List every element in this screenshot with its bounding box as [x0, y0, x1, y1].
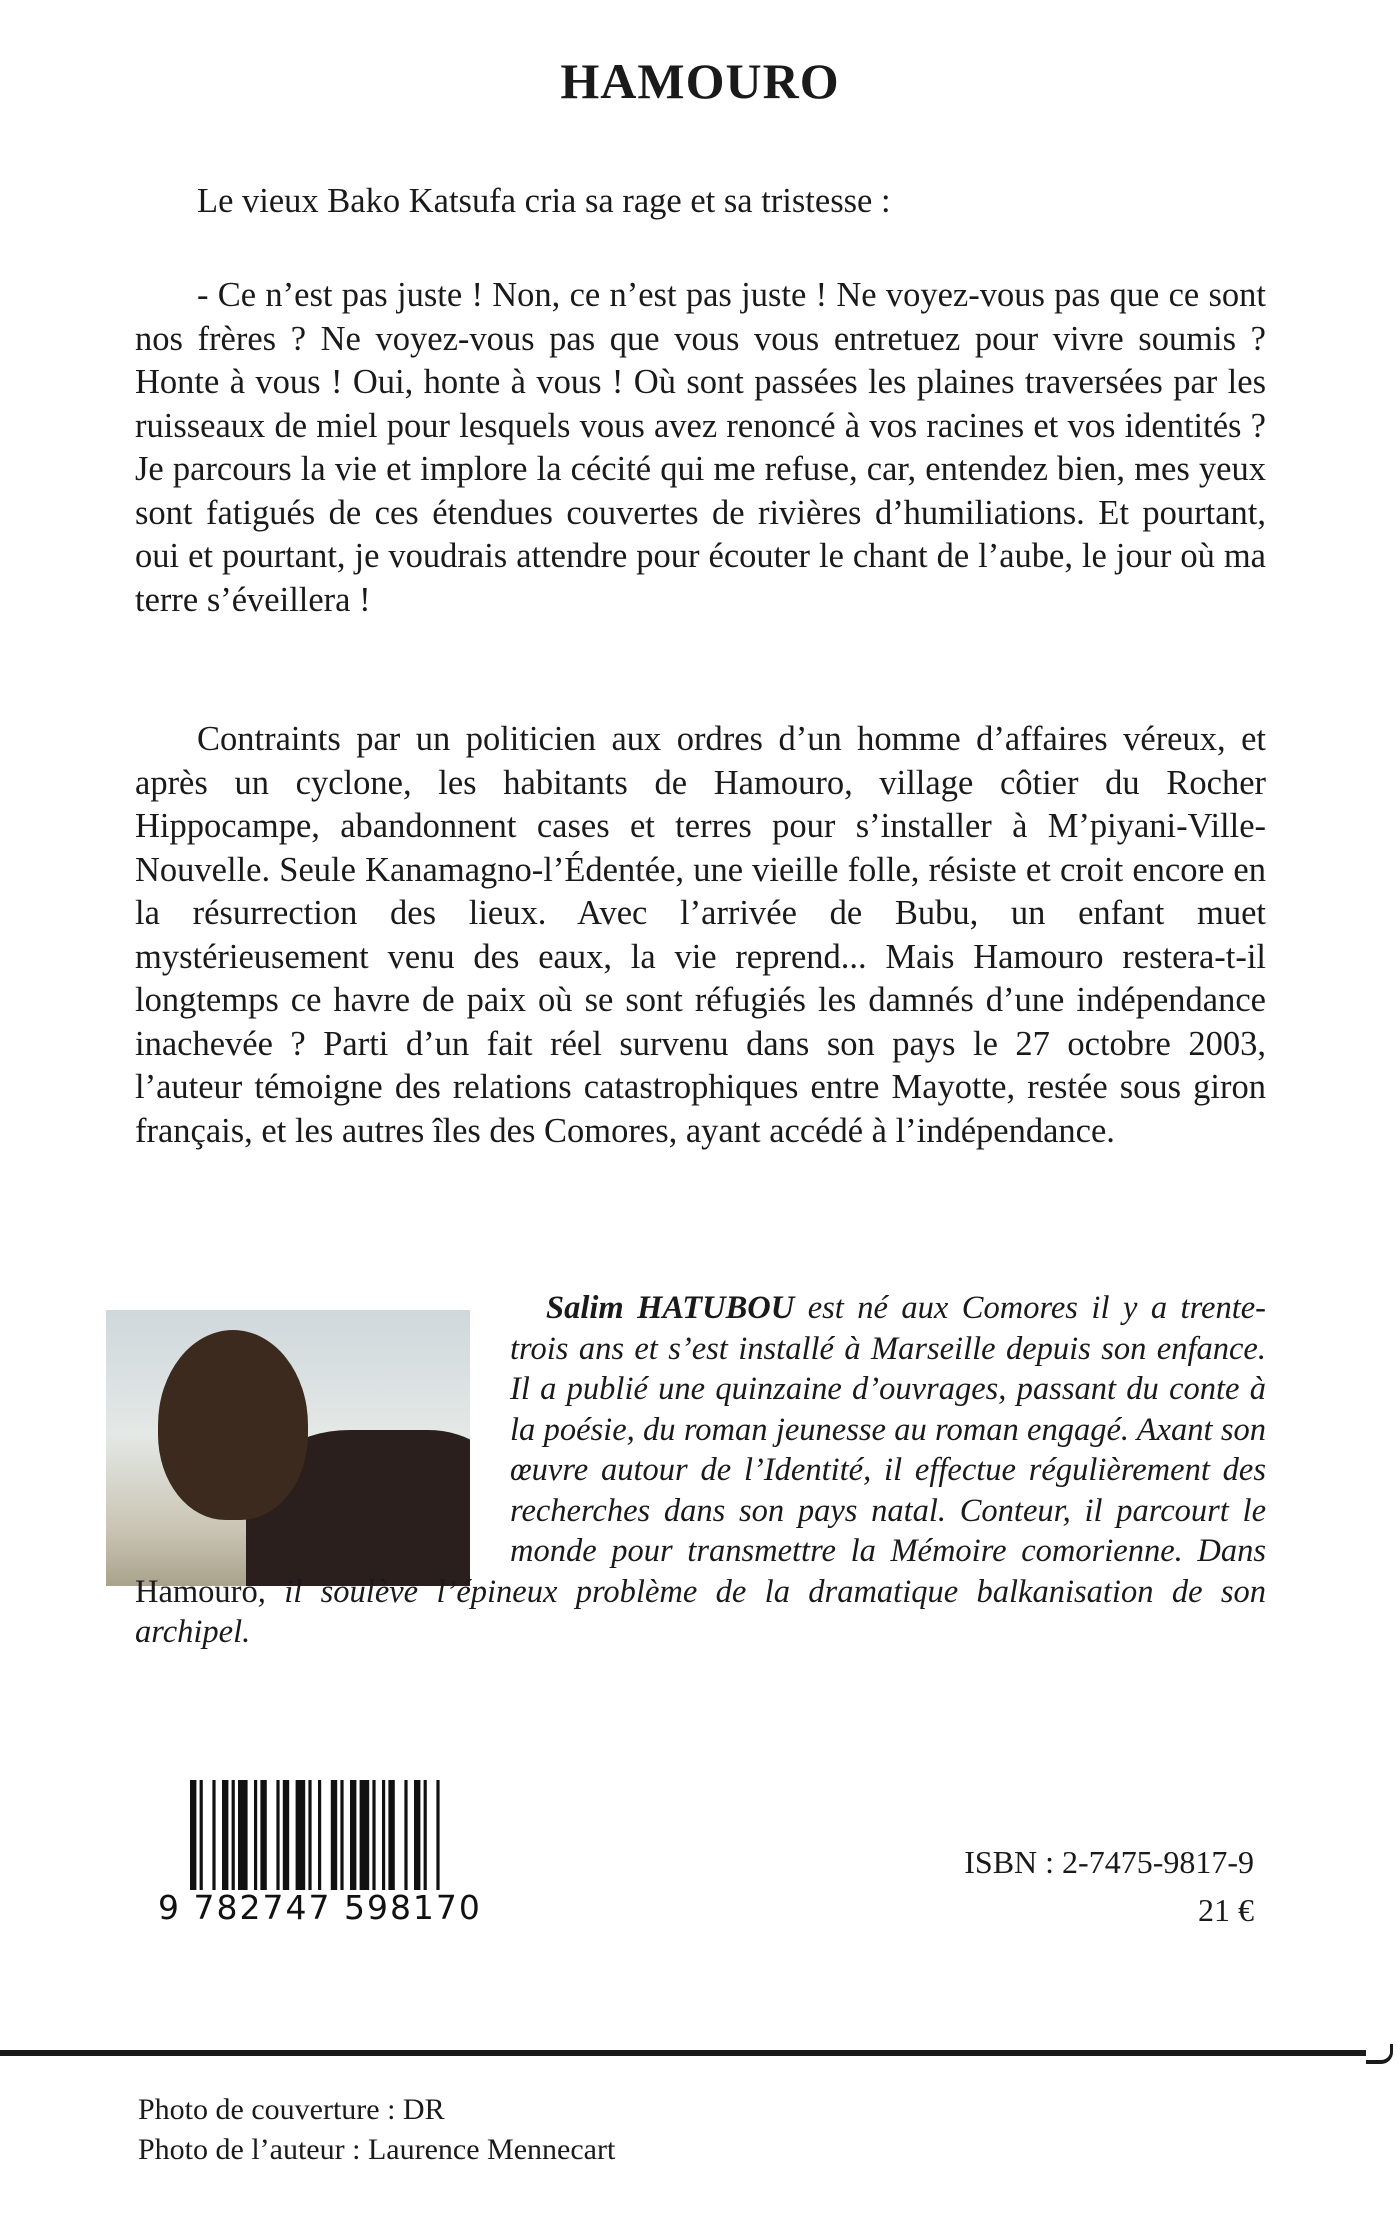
barcode-bar [414, 1780, 420, 1890]
barcode-bar [404, 1780, 407, 1890]
barcode-bar [388, 1780, 394, 1890]
barcode-number: 9 782747 598170 [158, 1888, 482, 1927]
barcode-bar [382, 1780, 385, 1890]
summary-paragraph [135, 718, 1266, 1153]
barcode-bar [283, 1780, 289, 1890]
book-reference: Hamouro [135, 1573, 258, 1610]
barcode-bar [308, 1780, 311, 1890]
author-bio [135, 1288, 1266, 1653]
author-name: Salim HATUBOU [546, 1290, 795, 1326]
author-bio-part2: , il soulève l’épineux problème de la dramatique balkanisation de son archipel. [135, 1573, 1266, 1650]
author-bio-part1: est né aux Comores il y a trente-trois ans et s’est installé à Marseille depuis son enfance. Il a publié une quinzaine d’ouvrages, passant du conte à la poésie, du roman jeunesse au roman engagé. Axant son œuvre autour de l’Identité, il effectue régulièrement des recherches dans son pays natal. Conteur, il parcourt le monde pour transmettre la Mémoire comorienne. Dans [510, 1290, 1266, 1569]
barcode-bar [331, 1780, 337, 1890]
divider-hook [1366, 2044, 1393, 2064]
barcode-bar [232, 1780, 235, 1890]
barcode-bar [190, 1780, 196, 1890]
quote-text: - Ce n’est pas juste ! Non, ce n’est pas juste ! Ne voyez-vous pas que ce sont nos frères ? Ne voyez-vous pas que vous vous entretuez pour vivre soumis ? Honte à vous ! Oui, honte à vous ! Où sont passées les plaines traversées par les ruisseaux de miel pour lesquels vous avez renoncé à vos racines et vos identités ? Je parcours la vie et implore la cécité qui me refuse, car, entendez bien, mes yeux sont fatigués de ces étendues couvertes de rivières d’humiliations. Et pourtant, oui et pourtant, je voudrais attendre pour écouter le chant de l’aube, le jour où ma terre s’éveillera ! [135, 276, 1266, 619]
barcode-bar [212, 1780, 215, 1890]
isbn-block [964, 1838, 1254, 1934]
summary-text: Contraints par un politicien aux ordres d’un homme d’affaires véreux, et après un cyclone, les habitants de Hamouro, village côtier du Rocher Hippocampe, abandonnent cases et terres pour s’installer à M’piyani-Ville-Nouvelle. Seule Kanamagno-l’Édentée, une vieille folle, résiste et croit encore en la résurrection des lieux. Avec l’arrivée de Bubu, un enfant muet mystérieusement venu des eaux, la vie reprend... Mais Hamouro restera-t-il longtemps ce havre de paix où se sont réfugiés les damnés d’une indépendance inachevée ? Parti d’un fait réel survenu dans son pays le 27 octobre 2003, l’auteur témoigne des relations catastrophiques entre Mayotte, restée sous giron français, et les autres îles des Comores, ayant accédé à l’indépendance. [135, 720, 1266, 1150]
intro-paragraph [135, 180, 1266, 224]
barcode-bar [254, 1780, 257, 1890]
author-photo-credit: Photo de l’auteur : Laurence Mennecart [138, 2133, 616, 2166]
barcode-bar [296, 1780, 306, 1890]
barcode-bar [238, 1780, 248, 1890]
barcode-bar [318, 1780, 321, 1890]
barcode-bar [372, 1780, 375, 1890]
barcode-bar [436, 1780, 439, 1890]
isbn-text: ISBN : 2-7475-9817-9 [964, 1844, 1254, 1880]
barcode-bar [200, 1780, 203, 1890]
barcode-bar [424, 1780, 427, 1890]
barcode-bar [260, 1780, 266, 1890]
barcode-bar [360, 1780, 370, 1890]
book-title: HAMOURO [560, 53, 840, 109]
quote-paragraph [135, 274, 1266, 622]
barcode-bars [190, 1780, 538, 1890]
cover-photo-credit: Photo de couverture : DR [138, 2093, 445, 2126]
photo-credits [138, 2090, 615, 2170]
divider-line [0, 2050, 1366, 2056]
barcode-bar [340, 1780, 343, 1890]
barcode-bar [276, 1780, 279, 1890]
barcode-bar [222, 1780, 228, 1890]
price-text: 21 € [1198, 1892, 1254, 1928]
intro-text: Le vieux Bako Katsufa cria sa rage et sa tristesse : [197, 182, 891, 220]
barcode-bar [350, 1780, 356, 1890]
